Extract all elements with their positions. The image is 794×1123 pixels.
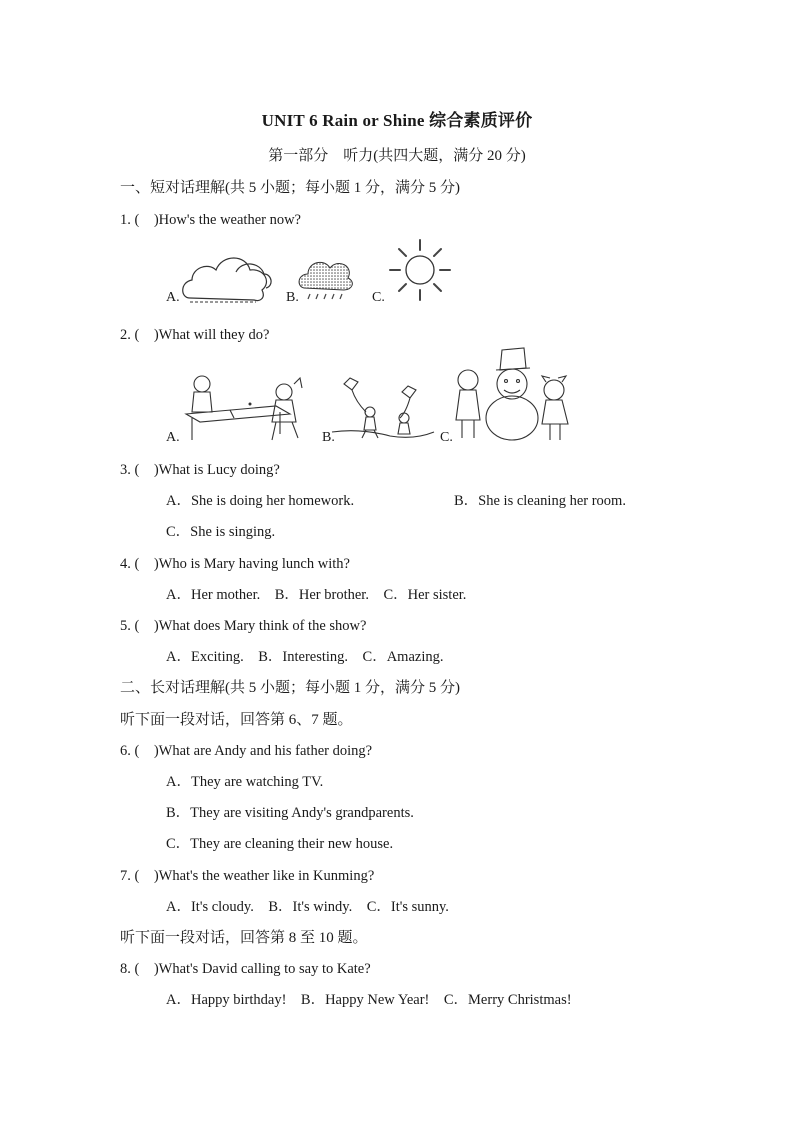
option-a: A．She is doing her homework. — [166, 493, 355, 509]
options-line: A．Happy birthday! B．Happy New Year! C．Merry Christmas! — [166, 992, 572, 1008]
option-a: A．They are watching TV. — [166, 774, 324, 790]
option-c: C．They are cleaning their new house. — [166, 836, 394, 852]
picture-label-b: B. — [286, 290, 299, 305]
question-stem: 3. ( )What is Lucy doing? — [120, 462, 280, 478]
instruction-text: 听下面一段对话，回答第 8 至 10 题。 — [120, 930, 368, 946]
instruction-text: 听下面一段对话，回答第 6、7 题。 — [120, 712, 353, 728]
option-b: B．They are visiting Andy's grandparents. — [166, 805, 414, 821]
picture-label-c: C. — [440, 430, 453, 445]
question-stem: 6. ( )What are Andy and his father doing? — [120, 743, 373, 759]
options-line: A．It's cloudy. B．It's windy. C．It's sunny. — [166, 899, 449, 915]
picture-label-b: B. — [322, 430, 335, 445]
part-subtitle: 第一部分 听力(共四大题，满分 20 分) — [268, 148, 526, 164]
question-stem: 7. ( )What's the weather like in Kunming? — [120, 868, 375, 884]
flying-kites-image — [330, 372, 436, 445]
question-stem: 8. ( )What's David calling to say to Kate? — [120, 961, 371, 977]
section-heading-1: 一、短对话理解(共 5 小题；每小题 1 分，满分 5 分) — [120, 180, 460, 196]
ping-pong-players-image — [180, 374, 308, 449]
option-c: C．She is singing. — [166, 524, 276, 540]
picture-label-a: A. — [166, 430, 180, 445]
picture-label-a: A. — [166, 290, 180, 305]
section-heading-2: 二、长对话理解(共 5 小题；每小题 1 分，满分 5 分) — [120, 680, 460, 696]
page-title: UNIT 6 Rain or Shine 综合素质评价 — [261, 111, 533, 130]
options-line: A．Exciting. B．Interesting. C．Amazing. — [166, 649, 444, 665]
snowman-kids-image — [450, 346, 580, 449]
option-b: B．She is cleaning her room. — [454, 493, 626, 509]
picture-label-c: C. — [372, 290, 385, 305]
rain-cloud-icon — [298, 254, 354, 311]
options-line: A．Her mother. B．Her brother. C．Her sister. — [166, 587, 467, 603]
question-stem: 1. ( )How's the weather now? — [120, 212, 301, 228]
sun-icon — [386, 236, 454, 309]
question-stem: 5. ( )What does Mary think of the show? — [120, 618, 367, 634]
question-stem: 4. ( )Who is Mary having lunch with? — [120, 556, 350, 572]
cloud-icon — [180, 248, 275, 311]
question-stem: 2. ( )What will they do? — [120, 327, 270, 343]
